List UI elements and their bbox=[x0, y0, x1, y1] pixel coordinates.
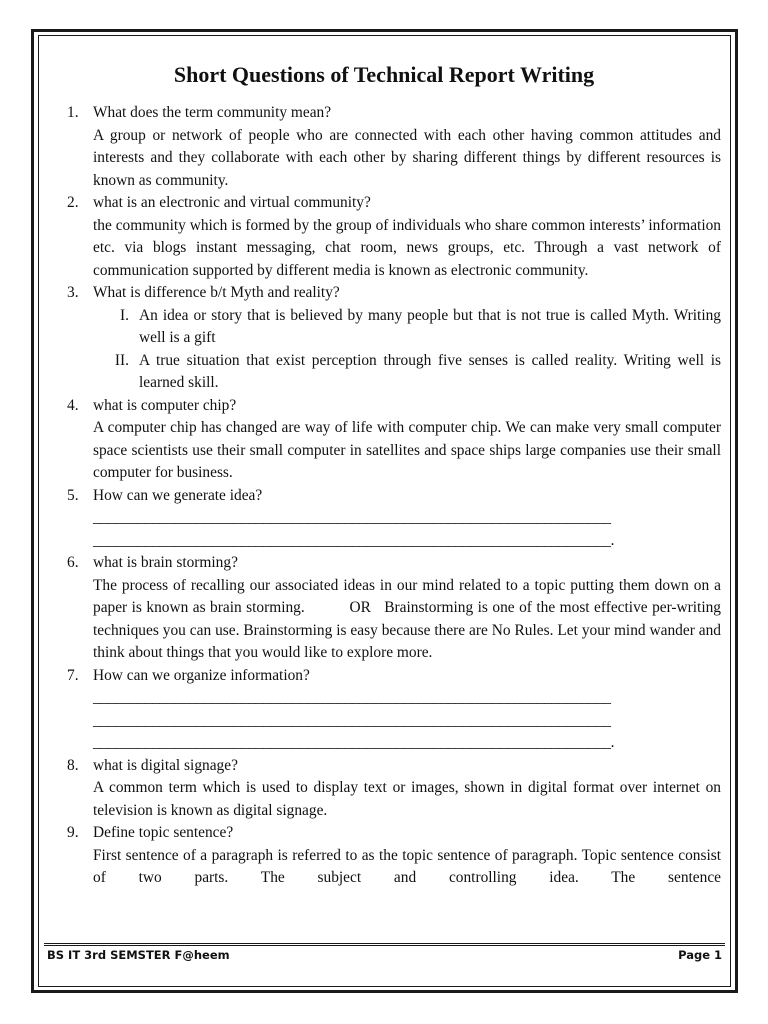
answer-8: A common term which is used to display text or images, shown in digital format over internet on television is known as digital signage. bbox=[93, 779, 721, 819]
question-number: 9. bbox=[67, 824, 79, 841]
item-text: A true situation that exist perception through five senses is called reality. Writing well is learned skill. bbox=[139, 351, 721, 391]
answer-6: The process of recalling our associated ideas in our mind related to a topic putting them down on a paper is known as brain storming. OR Brainstorming is one of the most effective per-writing techniques you can use. Brainstorming is easy because there are No Rules. Let your mind wander and think about things that you would like to explore more. bbox=[93, 576, 725, 661]
answer-3-item-2 bbox=[67, 350, 721, 395]
question-2 bbox=[67, 192, 721, 215]
question-7 bbox=[67, 665, 721, 688]
question-number: 5. bbox=[67, 486, 79, 504]
question-text: what is computer chip? bbox=[93, 396, 237, 414]
question-number: 1. bbox=[67, 104, 79, 121]
question-1 bbox=[67, 102, 721, 125]
question-6 bbox=[67, 552, 721, 575]
answer-blank-line: ______________________________________________________________________ bbox=[93, 711, 611, 729]
question-4 bbox=[67, 395, 721, 418]
question-text: what is brain storming? bbox=[93, 554, 238, 571]
question-text: How can we organize information? bbox=[93, 666, 310, 684]
question-number: 4. bbox=[67, 396, 79, 414]
question-8 bbox=[67, 755, 721, 778]
question-3 bbox=[67, 282, 721, 305]
roman-numeral: II. bbox=[114, 351, 129, 369]
roman-numeral: I. bbox=[120, 306, 129, 324]
answer-blank-line: ______________________________________________________________________ bbox=[93, 509, 611, 526]
question-text: what is an electronic and virtual community? bbox=[93, 194, 371, 211]
question-text: How can we generate idea? bbox=[93, 486, 263, 504]
questions-list bbox=[67, 102, 725, 890]
question-number: 3. bbox=[67, 284, 79, 301]
question-text: Define topic sentence? bbox=[93, 824, 234, 841]
question-text: What does the term community mean? bbox=[93, 104, 332, 121]
answer-blank-line: ______________________________________________________________________. bbox=[93, 734, 615, 751]
answer-9: First sentence of a paragraph is referred to as the topic sentence of paragraph. Topic sentence consist of two parts. The subject and controlling idea. The sentence bbox=[93, 846, 721, 886]
answer-4: A computer chip has changed are way of life with computer chip. We can make very small computer space scientists use their small computer in satellites and space ships large companies use their small computer for business. bbox=[93, 419, 721, 481]
page-title: Short Questions of Technical Report Writing bbox=[173, 62, 595, 87]
question-number: 2. bbox=[67, 194, 79, 211]
question-number: 7. bbox=[67, 666, 79, 684]
footer-divider bbox=[44, 943, 725, 946]
item-text: An idea or story that is believed by many people but that is not true is called Myth. Writing well is a gift bbox=[139, 306, 721, 346]
question-number: 8. bbox=[67, 756, 79, 774]
question-text: What is difference b/t Myth and reality? bbox=[93, 284, 340, 301]
question-number: 6. bbox=[67, 554, 79, 571]
answer-1: A group or network of people who are connected with each other having common attitudes and interests and they collaborate with each other by sharing different things by different resources is known as community. bbox=[93, 126, 721, 189]
answer-blank-line: ______________________________________________________________________ bbox=[93, 689, 611, 706]
footer-course: BS IT 3rd SEMSTER F@heem bbox=[47, 948, 230, 962]
footer-page-number: Page 1 bbox=[678, 948, 722, 962]
question-5 bbox=[67, 485, 721, 508]
question-text: what is digital signage? bbox=[93, 756, 238, 774]
answer-3-item-1 bbox=[67, 305, 721, 350]
question-9 bbox=[67, 822, 721, 845]
answer-blank-line: ______________________________________________________________________. bbox=[93, 531, 615, 549]
answer-2: the community which is formed by the group of individuals who share common interests’ information etc. via blogs instant messaging, chat room, news groups, etc. Through a vast network of communication supported by different media is known as electronic community. bbox=[93, 216, 721, 279]
